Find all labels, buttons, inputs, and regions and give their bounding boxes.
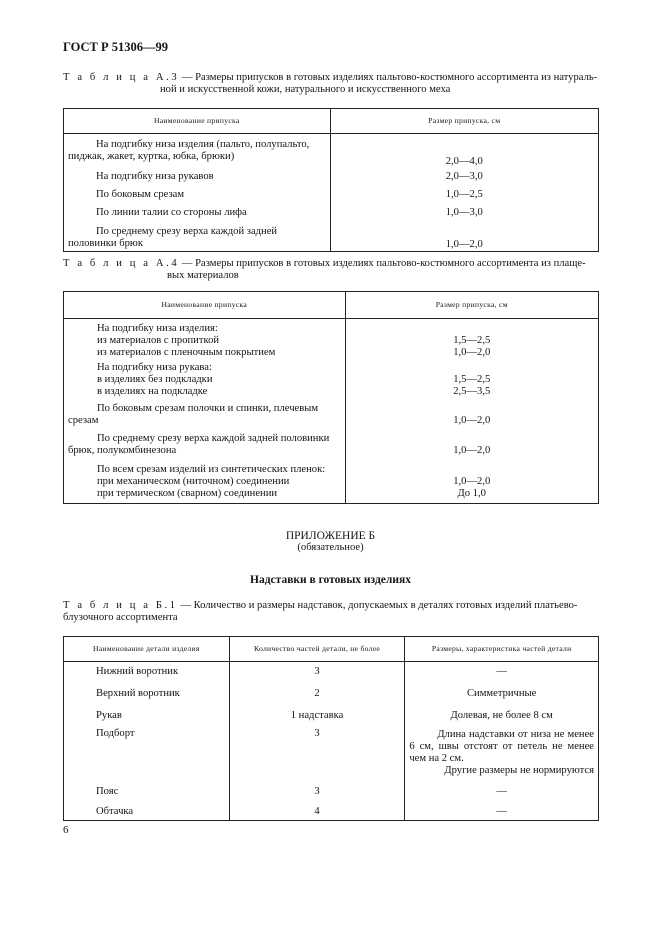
table-a4-title-line1: Размеры припусков в готовых изделиях пальтово-костюмного ассортимента из плаще- bbox=[195, 258, 586, 269]
table-b1-row-name: Рукав bbox=[64, 706, 230, 727]
table-b1-header-part: Наименование детали изделия bbox=[64, 637, 230, 662]
table-a4-row-name bbox=[64, 461, 346, 503]
table-b1-row-desc: Симметричные bbox=[405, 684, 599, 706]
table-b1-row-desc: — bbox=[405, 802, 599, 821]
table-a3-row-value: 1,0—2,5 bbox=[330, 186, 598, 204]
table-a4-row-name-line: срезам bbox=[68, 415, 99, 426]
table-a4-row-name-line: при механическом (ниточном) соединении bbox=[97, 476, 290, 487]
table-b1-row-count: 3 bbox=[229, 727, 405, 781]
table-a3-row-value: 2,0—4,0 bbox=[330, 134, 598, 168]
table-b1-row-name: Пояс bbox=[64, 781, 230, 802]
table-b1-row-count: 4 bbox=[229, 802, 405, 821]
table-b1-row-desc: Долевая, не более 8 см bbox=[405, 706, 599, 727]
table-row bbox=[64, 461, 599, 503]
table-a4-row-value bbox=[345, 461, 598, 503]
table-b1-row-count: 3 bbox=[229, 662, 405, 684]
table-a4-caption: Т а б л и ц а А.4 — Размеры припусков в готовых изделиях пальтово-костюмного ассортимента из плаще- вых материалов bbox=[63, 258, 603, 281]
table-row bbox=[64, 431, 599, 461]
table-a4-row-value-line: 1,0—2,0 bbox=[453, 476, 491, 487]
table-a3-row-value: 1,0—2,0 bbox=[330, 222, 598, 252]
page-number: 6 bbox=[63, 824, 69, 836]
table-a4-header-name: Наименование припуска bbox=[64, 292, 346, 319]
table-b1 bbox=[63, 636, 599, 821]
table-a4-row-name bbox=[64, 431, 346, 461]
table-b1-label: Т а б л и ц а Б.1 bbox=[63, 600, 178, 611]
table-a4-row-value bbox=[345, 401, 598, 431]
table-a4-row-name-line: из материалов с пленочным покрытием bbox=[97, 347, 276, 358]
table-row bbox=[64, 706, 599, 727]
table-a3-title-line1: Размеры припусков в готовых изделиях пальтово-костюмного ассортимента из натураль- bbox=[195, 72, 598, 83]
table-b1-row-name: Обтачка bbox=[64, 802, 230, 821]
appendix-status: (обязательное) bbox=[297, 542, 364, 553]
table-a4-row-value bbox=[345, 431, 598, 461]
table-a4-header-size: Размер припуска, см bbox=[345, 292, 598, 319]
table-row bbox=[64, 134, 599, 168]
table-a4-row-name-line: в изделиях на подкладке bbox=[97, 386, 208, 397]
table-row bbox=[64, 802, 599, 821]
table-b1-caption: Т а б л и ц а Б.1 — Количество и размеры надставок, допускаемых в деталях готовых изделий платьево- блузочного ассортимента bbox=[63, 600, 603, 623]
table-a4-row-value-line: 1,5—2,5 bbox=[453, 335, 491, 346]
table-a4-row-value-line: 1,5—2,5 bbox=[453, 374, 491, 385]
table-row bbox=[64, 319, 599, 360]
table-a3-row-name: По боковым срезам bbox=[64, 186, 331, 204]
table-a4-row-name-line: На подгибку низа изделия: bbox=[97, 323, 218, 334]
table-row bbox=[64, 168, 599, 186]
table-row bbox=[64, 204, 599, 222]
table-b1-row-name: Верхний воротник bbox=[64, 684, 230, 706]
table-row bbox=[64, 781, 599, 802]
table-a3-header-size: Размер припуска, см bbox=[330, 109, 598, 134]
table-a3-title-line2: ной и искусственной кожи, натурального и искусственного меха bbox=[160, 83, 451, 95]
table-row bbox=[64, 662, 599, 684]
table-a4-row-name-line: из материалов с пропиткой bbox=[97, 335, 220, 346]
table-b1-title-line2: блузочного ассортимента bbox=[63, 611, 178, 623]
table-b1-row-name: Подборт bbox=[64, 727, 230, 781]
table-a4-row-value-line bbox=[350, 403, 594, 415]
table-a4-label: Т а б л и ц а А.4 bbox=[63, 258, 180, 269]
table-a3-row-value: 1,0—3,0 bbox=[330, 204, 598, 222]
table-a4-row-name bbox=[64, 359, 346, 401]
table-a4-row-name-line: брюк, полукомбинезона bbox=[68, 445, 177, 456]
appendix-title: ПРИЛОЖЕНИЕ Б bbox=[285, 530, 376, 542]
table-row bbox=[64, 401, 599, 431]
table-b1-row-count: 2 bbox=[229, 684, 405, 706]
table-b1-title-line1: Количество и размеры надставок, допускаемых в деталях готовых изделий платьево- bbox=[193, 600, 578, 611]
table-a4-row-name bbox=[64, 401, 346, 431]
table-row bbox=[64, 359, 599, 401]
table-row bbox=[64, 727, 599, 781]
table-a3-caption: Т а б л и ц а А.3 — Размеры припусков в готовых изделиях пальтово-костюмного ассортимента из натураль- ной и искусственной кожи, натурального и искусственного меха bbox=[63, 72, 603, 95]
table-a4-row-value-line: До 1,0 bbox=[457, 488, 486, 499]
table-a4-row-value bbox=[345, 359, 598, 401]
table-b1-row-desc bbox=[405, 727, 599, 781]
document-code: ГОСТ Р 51306—99 bbox=[63, 40, 169, 54]
table-row bbox=[64, 222, 599, 252]
table-a4-row-name-line: На подгибку низа рукава: bbox=[97, 362, 212, 373]
table-a4-row-value-line: 1,0—2,0 bbox=[453, 347, 491, 358]
table-a4-row-value-line: 2,5—3,5 bbox=[453, 386, 491, 397]
table-a4-title-line2: вых материалов bbox=[167, 269, 239, 281]
table-a3-header-name: Наименование припуска bbox=[64, 109, 331, 134]
table-a4-row-value-line bbox=[350, 323, 594, 335]
table-a4-row-value bbox=[345, 319, 598, 360]
table-a3 bbox=[63, 108, 599, 252]
table-b1-row-desc-text: Длина надставки от низа не менее 6 см, швы отстоят от петель не менее чем на 2 см. bbox=[409, 728, 594, 764]
table-a4-row-name-line: По боковым срезам полочки и спинки, плечевым bbox=[97, 403, 319, 414]
table-b1-row-name: Нижний воротник bbox=[64, 662, 230, 684]
table-a4 bbox=[63, 291, 599, 504]
table-a4-row-value-line: 1,0—2,0 bbox=[453, 445, 491, 456]
table-a4-row-value-line bbox=[350, 362, 594, 374]
table-b1-row-count: 3 bbox=[229, 781, 405, 802]
table-a4-row-value-line: 1,0—2,0 bbox=[453, 415, 491, 426]
table-a3-row-name: На подгибку низа рукавов bbox=[64, 168, 331, 186]
table-a4-row-value-line bbox=[350, 433, 594, 445]
appendix-heading: Надставки в готовых изделиях bbox=[250, 574, 411, 586]
table-b1-row-desc: — bbox=[405, 662, 599, 684]
table-row bbox=[64, 684, 599, 706]
table-b1-row-desc-note: Другие размеры не нормируются bbox=[444, 764, 594, 776]
table-a4-row-name-line: По среднему срезу верха каждой задней половинки bbox=[97, 433, 330, 444]
table-a4-row-name-line: при термическом (сварном) соединении bbox=[97, 488, 278, 499]
table-a3-label: Т а б л и ц а А.3 bbox=[63, 72, 180, 83]
table-a3-row-name: На подгибку низа изделия (пальто, полупальто, пиджак, жакет, куртка, юбка, брюки) bbox=[64, 134, 331, 168]
table-a3-row-value: 2,0—3,0 bbox=[330, 168, 598, 186]
table-a4-row-name-line: в изделиях без подкладки bbox=[97, 374, 213, 385]
table-a3-row-name: По среднему срезу верха каждой задней половинки брюк bbox=[64, 222, 331, 252]
table-a4-row-value-line bbox=[350, 464, 594, 476]
table-row bbox=[64, 186, 599, 204]
table-a4-row-name-line: По всем срезам изделий из синтетических пленок: bbox=[97, 464, 326, 475]
table-a4-row-name bbox=[64, 319, 346, 360]
table-b1-header-count: Количество частей детали, не более bbox=[229, 637, 405, 662]
table-b1-row-count: 1 надставка bbox=[229, 706, 405, 727]
table-b1-header-desc: Размеры, характеристика частей детали bbox=[405, 637, 599, 662]
table-b1-row-desc: — bbox=[405, 781, 599, 802]
table-a3-row-name: По линии талии со стороны лифа bbox=[64, 204, 331, 222]
